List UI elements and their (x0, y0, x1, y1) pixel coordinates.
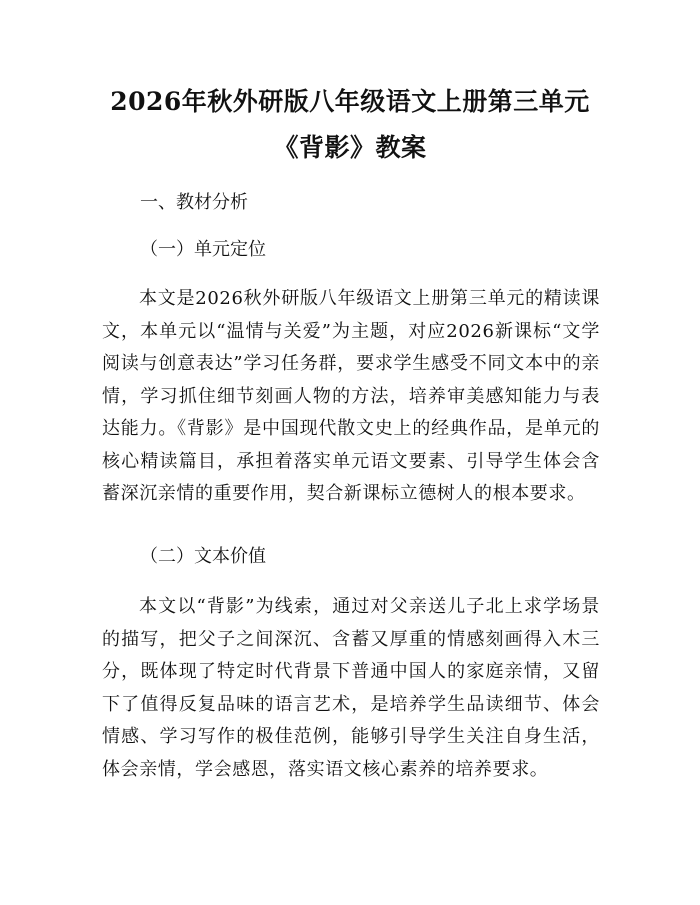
paragraph-text-value: 本文以“背影”为线索，通过对父亲送儿子北上求学场景的描写，把父子之间深沉、含蓄又厚重的情感刻画得入木三分，既体现了特定时代背景下普通中国人的家庭亲情，又留下了值得反复品味的语言艺术，是培养学生品读细节、体会情感、学习写作的极佳范例，能够引导学生关注自身生活，体会亲情，学会感恩，落实语文核心素养的培养要求。 (102, 596, 600, 780)
subsection-heading-unit-positioning: （一）单元定位 (140, 239, 266, 260)
section-heading-textbook-analysis: 一、教材分析 (140, 192, 248, 213)
document-title-line-1: 2026年秋外研版八年级语文上册第三单元 (110, 87, 590, 116)
subsection-heading-text-value: （二）文本价值 (140, 546, 266, 567)
paragraph-unit-positioning: 本文是2026秋外研版八年级语文上册第三单元的精读课文，本单元以“温情与关爱”为主题，对应2026新课标“文学阅读与创意表达”学习任务群，要求学生感受不同文本中的亲情，学习抓住细节刻画人物的方法，培养审美感知能力与表达能力。《背影》是中国现代散文史上的经典作品，是单元的核心精读篇目，承担着落实单元语文要素、引导学生体会含蓄深沉亲情的重要作用，契合新课标立德树人的根本要求。 (102, 288, 600, 504)
document-title-line-2: 《背影》教案 (273, 133, 427, 162)
